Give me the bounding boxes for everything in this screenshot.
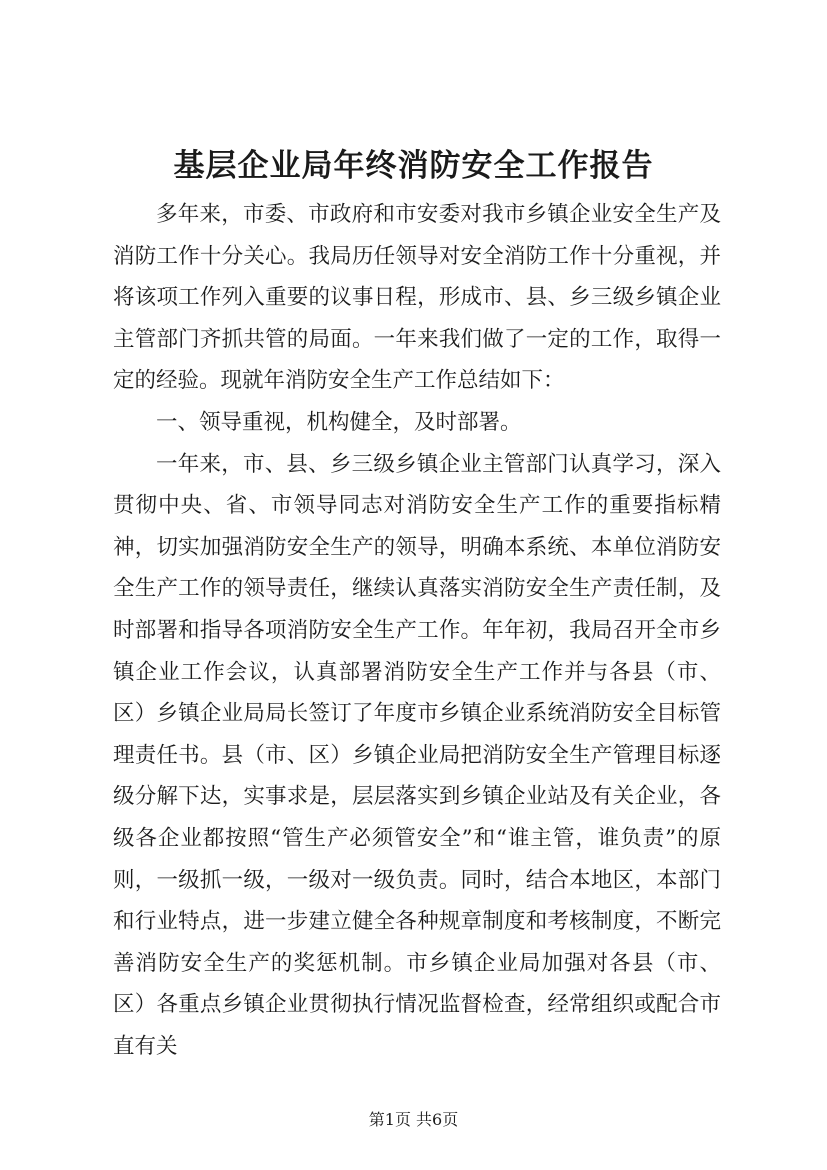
- page-footer: [0, 1109, 827, 1131]
- document-body: [113, 194, 721, 1067]
- document-title: 基层企业局年终消防安全工作报告: [173, 148, 654, 184]
- paragraph-intro: 多年来，市委、市政府和市安委对我市乡镇企业安全生产及消防工作十分关心。我局历任领导对安全消防工作十分重视，并将该项工作列入重要的议事日程，形成市、县、乡三级乡镇企业主管部门齐抓共管的局面。一年来我们做了一定的工作，取得一定的经验。现就年消防安全生产工作总结如下：: [113, 202, 721, 394]
- paragraph-section-heading: 一、领导重视，机构健全，及时部署。: [156, 409, 522, 435]
- page-number-label: 第1页 共6页: [368, 1110, 459, 1129]
- paragraph-section-body: 一年来，市、县、乡三级乡镇企业主管部门认真学习，深入贯彻中央、省、市领导同志对消防安全生产工作的重要指标精神，切实加强消防安全生产的领导，明确本系统、本单位消防安全生产工作的领导责任，继续认真落实消防安全生产责任制，及时部署和指导各项消防安全生产工作。年年初，我局召开全市乡镇企业工作会议，认真部署消防安全生产工作并与各县（市、区）乡镇企业局局长签订了年度市乡镇企业系统消防安全目标管理责任书。县（市、区）乡镇企业局把消防安全生产管理目标逐级分解下达，实事求是，层层落实到乡镇企业站及有关企业，各级各企业都按照“管生产必须管安全”和“谁主管，谁负责”的原则，一级抓一级，一级对一级负责。同时，结合本地区，本部门和行业特点，进一步建立健全各种规章制度和考核制度，不断完善消防安全生产的奖惩机制。市乡镇企业局加强对各县（市、区）各重点乡镇企业贯彻执行情况监督检查，经常组织或配合市直有关: [113, 451, 721, 1059]
